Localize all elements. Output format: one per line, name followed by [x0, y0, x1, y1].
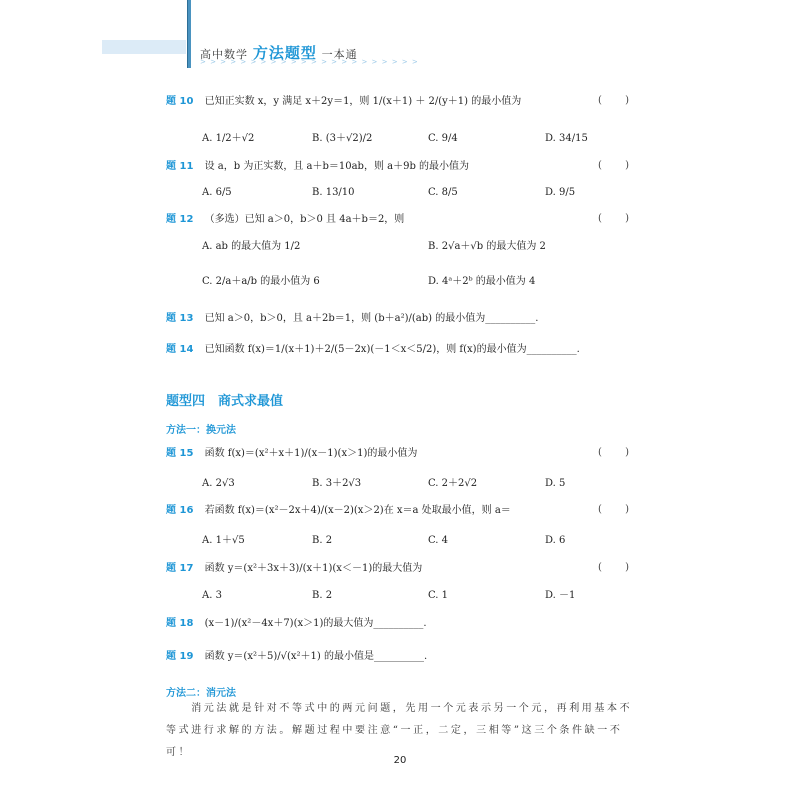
option-b: B. 2 — [312, 535, 333, 546]
section-title: 题型四 商式求最值 — [166, 394, 284, 409]
header-band — [102, 40, 186, 54]
question-number: 题 10 — [166, 96, 194, 107]
answer-paren: ( ) — [598, 562, 629, 573]
answer-paren: ( ) — [598, 504, 629, 515]
header-prefix: 高中数学 — [200, 48, 248, 61]
question-18 — [166, 617, 427, 631]
question-15 — [166, 447, 417, 461]
method-two-heading: 方法二：消元法 — [166, 688, 236, 699]
question-11 — [166, 160, 469, 174]
answer-paren: ( ) — [598, 447, 629, 458]
answer-paren: ( ) — [598, 160, 629, 171]
header-highlight: 方法题型 — [252, 44, 317, 62]
option-d: D. 6 — [545, 535, 566, 546]
header-vertical-bar — [187, 0, 191, 68]
question-text: 函数 y＝(x²＋5)/√(x²＋1) 的最小值是__________. — [204, 651, 428, 662]
question-number: 题 11 — [166, 161, 194, 172]
answer-paren: ( ) — [598, 95, 629, 106]
question-text: 已知函数 f(x)＝1/(x＋1)＋2/(5－2x)(－1＜x＜5/2)，则 f(x)的最小值为__________. — [204, 344, 580, 355]
question-text: 已知 a＞0，b＞0，且 a＋2b＝1，则 (b＋a²)/(ab) 的最小值为__________. — [204, 313, 539, 324]
question-number: 题 14 — [166, 344, 194, 355]
answer-paren: ( ) — [598, 213, 629, 224]
question-number: 题 12 — [166, 214, 194, 225]
option-a: A. 1/2＋√2 — [202, 133, 255, 144]
option-b: B. 3＋2√3 — [312, 478, 362, 489]
method-two-paragraph: 消元法就是针对不等式中的两元问题，先用一个元表示另一个元，再利用基本不等式进行求解的方法。解题过程中要注意“一正，二定，三相等”这三个条件缺一不可！ — [166, 703, 633, 758]
question-14 — [166, 343, 580, 357]
option-a: A. 2√3 — [202, 478, 235, 489]
option-c: C. 1 — [428, 590, 449, 601]
question-text: 设 a，b 为正实数，且 a＋b＝10ab，则 a＋9b 的最小值为 — [204, 161, 470, 172]
question-text: （多选）已知 a＞0，b＞0 且 4a＋b＝2，则 — [204, 214, 405, 225]
question-number: 题 19 — [166, 651, 194, 662]
option-c: C. 8/5 — [428, 187, 458, 198]
option-a: A. ab 的最大值为 1/2 — [202, 241, 301, 252]
question-number: 题 15 — [166, 448, 194, 459]
page-number: 20 — [393, 755, 407, 766]
option-b: B. 13/10 — [312, 187, 355, 198]
option-d: D. －1 — [545, 590, 576, 601]
option-a: A. 6/5 — [202, 187, 232, 198]
question-10 — [166, 95, 521, 109]
option-a: A. 3 — [202, 590, 222, 601]
question-12 — [166, 213, 404, 227]
option-c: C. 2＋2√2 — [428, 478, 478, 489]
option-c: C. 2/a＋a/b 的最小值为 6 — [202, 276, 320, 287]
option-a: A. 1＋√5 — [202, 535, 245, 546]
question-16 — [166, 504, 511, 518]
option-b: B. 2 — [312, 590, 333, 601]
option-d: D. 5 — [545, 478, 566, 489]
question-number: 题 13 — [166, 313, 194, 324]
option-b: B. (3＋√2)/2 — [312, 133, 373, 144]
question-number: 题 17 — [166, 563, 194, 574]
question-19 — [166, 650, 427, 664]
method-one-heading: 方法一：换元法 — [166, 425, 236, 436]
header-suffix: 一本通 — [321, 48, 358, 61]
question-text: 若函数 f(x)＝(x²－2x＋4)/(x－2)(x＞2)在 x＝a 处取最小值，则 a＝ — [204, 505, 511, 516]
option-c: C. 9/4 — [428, 133, 458, 144]
option-d: D. 4ᵃ＋2ᵇ 的最小值为 4 — [428, 276, 536, 287]
question-text: 函数 f(x)＝(x²＋x＋1)/(x－1)(x＞1)的最小值为 — [204, 448, 418, 459]
question-13 — [166, 312, 538, 326]
option-c: C. 4 — [428, 535, 449, 546]
question-text: 已知正实数 x，y 满足 x＋2y＝1，则 1/(x＋1) ＋ 2/(y＋1) 的最小值为 — [204, 96, 522, 107]
header-arrow-decoration: > > > > > > > > > > > > > > > > > > > > > > — [200, 58, 419, 66]
question-number: 题 16 — [166, 505, 194, 516]
question-17 — [166, 562, 422, 576]
question-text: 函数 y＝(x²＋3x＋3)/(x＋1)(x＜－1)的最大值为 — [204, 563, 423, 574]
question-text: (x－1)/(x²－4x＋7)(x＞1)的最大值为__________. — [204, 618, 427, 629]
option-d: D. 34/15 — [545, 133, 588, 144]
option-d: D. 9/5 — [545, 187, 576, 198]
option-b: B. 2√a＋√b 的最大值为 2 — [428, 241, 546, 252]
question-number: 题 18 — [166, 618, 194, 629]
